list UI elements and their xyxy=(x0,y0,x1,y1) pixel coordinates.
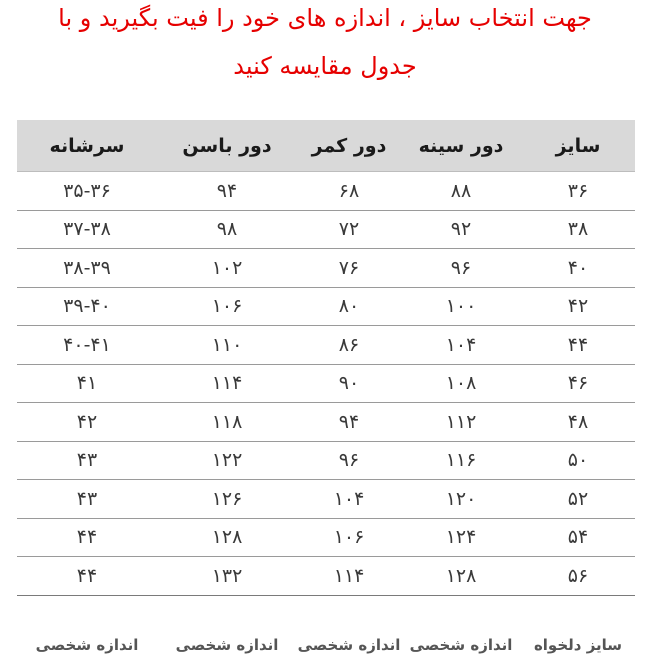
footer-custom-size: سایز دلخواه xyxy=(533,635,623,654)
size-chart-table xyxy=(17,120,635,656)
cell-shoulder: ۴۴ xyxy=(17,557,157,596)
table-row xyxy=(17,210,635,249)
cell-chest: ۱۱۶ xyxy=(401,441,521,480)
table-row xyxy=(17,441,635,480)
cell-hip: ۱۲۲ xyxy=(157,441,297,480)
cell-shoulder: ۴۳ xyxy=(17,441,157,480)
header-hip: دور باسن xyxy=(157,120,297,172)
cell-size: ۵۶ xyxy=(521,557,635,596)
cell-chest: ۱۰۴ xyxy=(401,326,521,365)
table-row xyxy=(17,364,635,403)
table-row xyxy=(17,172,635,211)
cell-waist: ۹۰ xyxy=(297,364,401,403)
cell-chest: ۹۲ xyxy=(401,210,521,249)
cell-hip: ۱۳۲ xyxy=(157,557,297,596)
cell-chest: ۱۲۰ xyxy=(401,480,521,519)
page-title-line-1: جهت انتخاب سایز ، اندازه های خود را فیت بگیرید و با xyxy=(58,4,592,32)
cell-waist: ۶۸ xyxy=(297,172,401,211)
header-waist: دور کمر xyxy=(297,120,401,172)
header-chest: دور سینه xyxy=(401,120,521,172)
footer-personal-hip: اندازه شخصی xyxy=(175,635,279,654)
cell-shoulder: ۳۹-۴۰ xyxy=(17,287,157,326)
cell-hip: ۱۱۸ xyxy=(157,403,297,442)
cell-chest: ۱۱۲ xyxy=(401,403,521,442)
cell-waist: ۹۶ xyxy=(297,441,401,480)
cell-shoulder: ۴۰-۴۱ xyxy=(17,326,157,365)
cell-hip: ۱۲۸ xyxy=(157,518,297,557)
cell-shoulder: ۴۲ xyxy=(17,403,157,442)
cell-waist: ۱۰۶ xyxy=(297,518,401,557)
cell-size: ۵۴ xyxy=(521,518,635,557)
cell-size: ۴۶ xyxy=(521,364,635,403)
cell-size: ۴۴ xyxy=(521,326,635,365)
table-footer-row xyxy=(17,595,635,656)
cell-shoulder: ۴۴ xyxy=(17,518,157,557)
cell-hip: ۹۴ xyxy=(157,172,297,211)
footer-personal-chest: اندازه شخصی xyxy=(409,635,513,654)
cell-chest: ۱۰۸ xyxy=(401,364,521,403)
cell-hip: ۱۱۰ xyxy=(157,326,297,365)
cell-size: ۴۰ xyxy=(521,249,635,288)
cell-chest: ۸۸ xyxy=(401,172,521,211)
cell-chest: ۱۰۰ xyxy=(401,287,521,326)
cell-shoulder: ۴۱ xyxy=(17,364,157,403)
cell-size: ۵۰ xyxy=(521,441,635,480)
cell-waist: ۸۶ xyxy=(297,326,401,365)
cell-waist: ۷۶ xyxy=(297,249,401,288)
cell-shoulder: ۳۷-۳۸ xyxy=(17,210,157,249)
cell-size: ۳۸ xyxy=(521,210,635,249)
cell-size: ۵۲ xyxy=(521,480,635,519)
cell-hip: ۱۰۲ xyxy=(157,249,297,288)
cell-chest: ۱۲۴ xyxy=(401,518,521,557)
cell-chest: ۹۶ xyxy=(401,249,521,288)
table-row xyxy=(17,249,635,288)
cell-size: ۴۸ xyxy=(521,403,635,442)
cell-size: ۴۲ xyxy=(521,287,635,326)
table-row xyxy=(17,557,635,596)
cell-hip: ۱۲۶ xyxy=(157,480,297,519)
table-row xyxy=(17,326,635,365)
cell-hip: ۱۱۴ xyxy=(157,364,297,403)
cell-waist: ۷۲ xyxy=(297,210,401,249)
cell-waist: ۱۰۴ xyxy=(297,480,401,519)
cell-shoulder: ۳۵-۳۶ xyxy=(17,172,157,211)
table-header-row xyxy=(17,120,635,172)
cell-hip: ۱۰۶ xyxy=(157,287,297,326)
cell-waist: ۸۰ xyxy=(297,287,401,326)
table-row xyxy=(17,480,635,519)
header-size: سایز xyxy=(521,120,635,172)
cell-waist: ۹۴ xyxy=(297,403,401,442)
table-row xyxy=(17,403,635,442)
footer-personal-shoulder: اندازه شخصی xyxy=(35,635,139,654)
table-row xyxy=(17,287,635,326)
cell-shoulder: ۳۸-۳۹ xyxy=(17,249,157,288)
table-row xyxy=(17,518,635,557)
cell-size: ۳۶ xyxy=(521,172,635,211)
cell-waist: ۱۱۴ xyxy=(297,557,401,596)
cell-chest: ۱۲۸ xyxy=(401,557,521,596)
cell-shoulder: ۴۳ xyxy=(17,480,157,519)
page-title-line-2: جدول مقایسه کنید xyxy=(233,52,417,80)
header-shoulder: سرشانه xyxy=(17,120,157,172)
cell-hip: ۹۸ xyxy=(157,210,297,249)
footer-personal-waist: اندازه شخصی xyxy=(297,635,401,654)
